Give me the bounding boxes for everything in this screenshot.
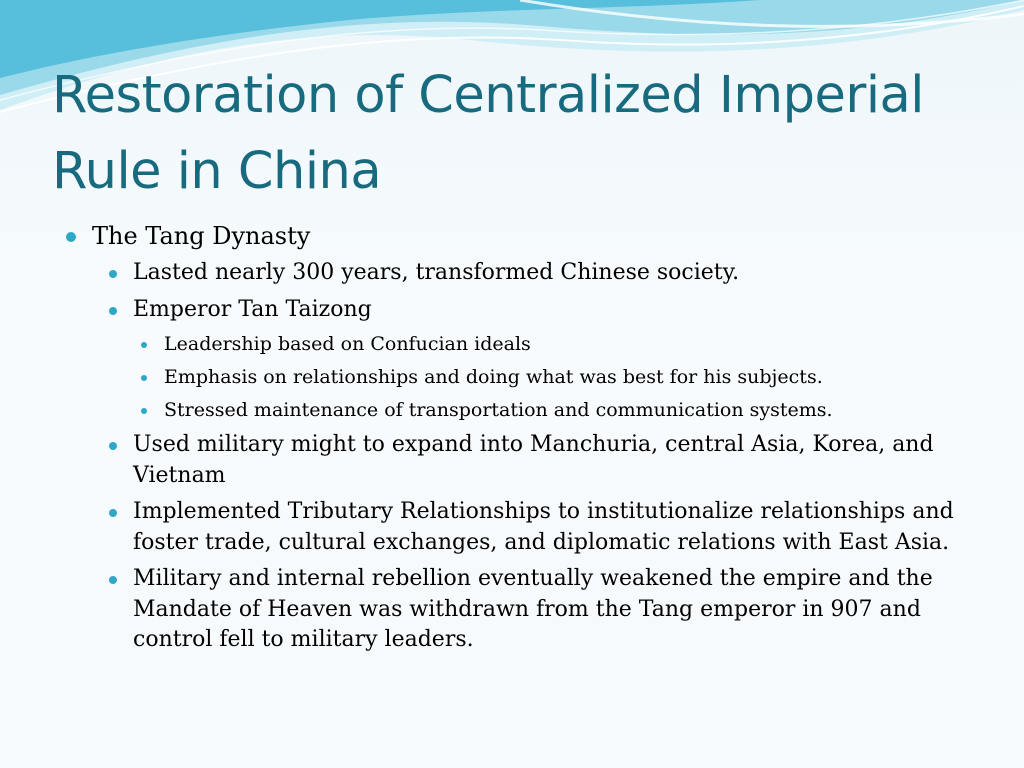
bullet-item-level-2 — [0, 258, 1024, 289]
bullet-text: Leadership based on Confucian ideals — [164, 333, 531, 355]
bullet-item-level-2 — [0, 295, 1024, 326]
bullet-text: Emphasis on relationships and doing what was best for his subjects. — [164, 366, 823, 388]
bullet-dot-icon — [141, 342, 147, 348]
bullet-text: Lasted nearly 300 years, transformed Chinese society. — [133, 260, 740, 285]
bullet-item-level-3 — [0, 397, 1024, 424]
bullet-dot-icon — [66, 232, 76, 242]
bullet-dot-icon — [109, 442, 117, 450]
bullet-item-level-2 — [0, 564, 1024, 656]
bullet-item-level-3 — [0, 364, 1024, 391]
bullet-item-level-2 — [0, 497, 1024, 558]
bullet-text: Stressed maintenance of transportation and communication systems. — [164, 399, 833, 421]
bullet-text: The Tang Dynasty — [92, 222, 311, 250]
bullet-dot-icon — [109, 509, 117, 517]
bullet-item-level-3 — [0, 331, 1024, 358]
bullet-item-level-2 — [0, 430, 1024, 491]
bullet-dot-icon — [109, 576, 117, 584]
bullet-text: Used military might to expand into Manchuria, central Asia, Korea, and Vietnam — [133, 432, 934, 488]
bullet-list — [0, 218, 1024, 662]
bullet-dot-icon — [109, 307, 117, 315]
bullet-text: Emperor Tan Taizong — [133, 296, 372, 322]
bullet-dot-icon — [109, 270, 117, 278]
slide-title: Restoration of Centralized Imperial Rule in China — [52, 66, 924, 201]
bullet-text: Implemented Tributary Relationships to institutionalize relationships and foster trade, cultural exchanges, and diplomatic relations with East Asia. — [133, 499, 954, 555]
bullet-text: Military and internal rebellion eventually weakened the empire and the Mandate of Heaven was withdrawn from the Tang emperor in 907 and control fell to military leaders. — [133, 566, 933, 652]
bullet-dot-icon — [141, 408, 147, 414]
bullet-item-level-1 — [0, 218, 1024, 254]
bullet-dot-icon — [141, 375, 147, 381]
